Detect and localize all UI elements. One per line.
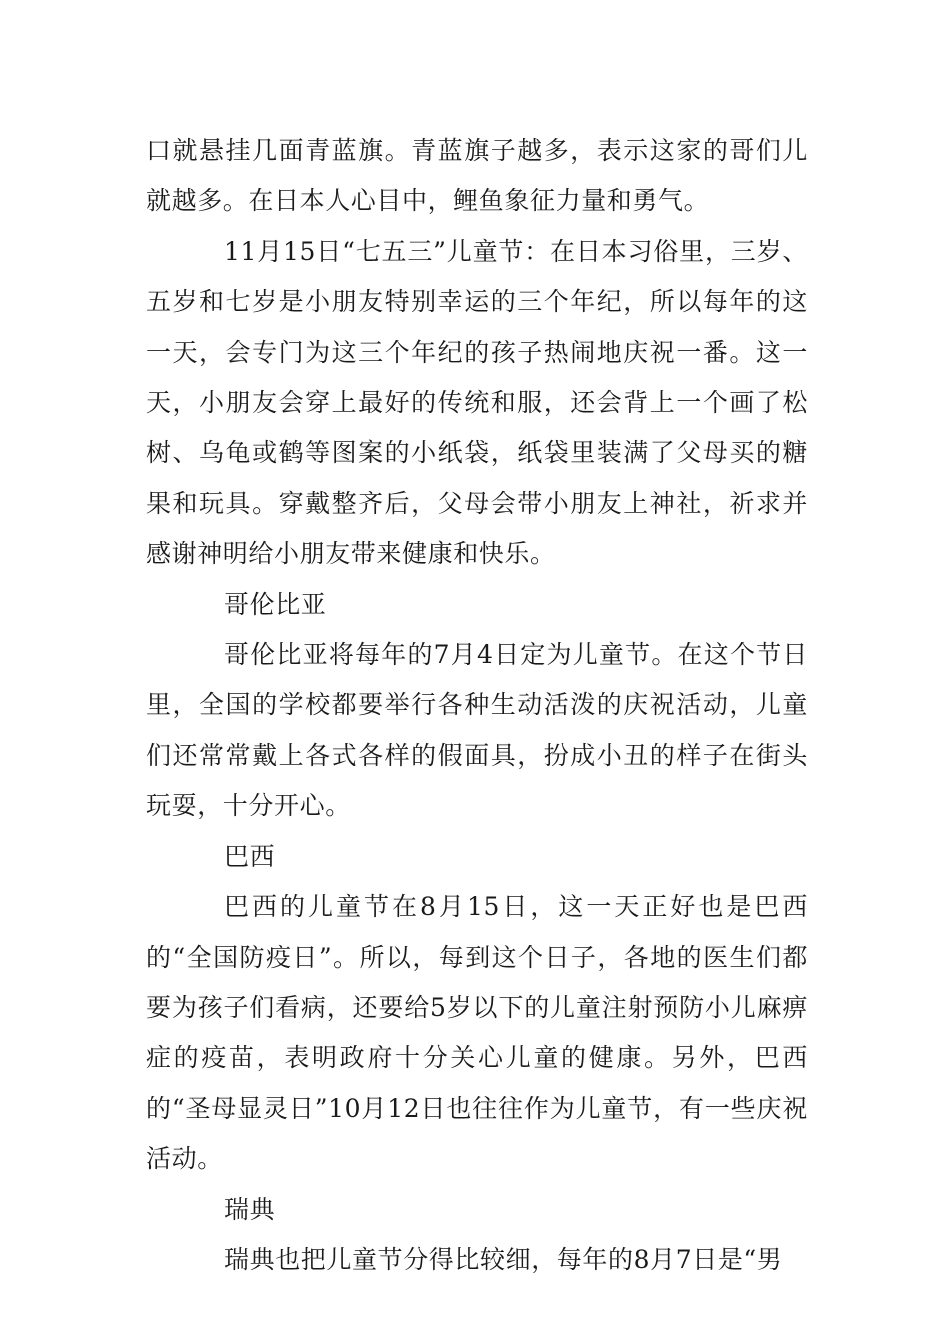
heading-colombia: 哥伦比亚	[224, 589, 327, 619]
heading-sweden: 瑞典	[224, 1194, 276, 1224]
heading-brazil: 巴西	[224, 841, 276, 871]
document-body	[146, 126, 808, 1285]
paragraph-japan-753: 11月15日“七五三”儿童节：在日本习俗里，三岁、五岁和七岁是小朋友特别幸运的三个年纪，所以每年的这一天，会专门为这三个年纪的孩子热闹地庆祝一番。这一天，小朋友会穿上最好的传统和服，还会背上一个画了松树、乌龟或鹤等图案的小纸袋，纸袋里装满了父母买的糖果和玩具。穿戴整齐后，父母会带小朋友上神社，祈求并感谢神明给小朋友带来健康和快乐。	[146, 236, 808, 569]
paragraph-brazil: 巴西的儿童节在8月15日，这一天正好也是巴西的“全国防疫日”。所以，每到这个日子，各地的医生们都要为孩子们看病，还要给5岁以下的儿童注射预防小儿麻痹症的疫苗，表明政府十分关心儿童的健康。另外，巴西的“圣母显灵日”10月12日也往往作为儿童节，有一些庆祝活动。	[146, 892, 808, 1174]
paragraph-carp-flags: 口就悬挂几面青蓝旗。青蓝旗子越多，表示这家的哥们儿就越多。在日本人心目中，鲤鱼象征力量和勇气。	[146, 136, 808, 216]
paragraph-colombia: 哥伦比亚将每年的7月4日定为儿童节。在这个节日里，全国的学校都要举行各种生动活泼的庆祝活动，儿童们还常常戴上各式各样的假面具，扮成小丑的样子在街头玩耍，十分开心。	[146, 640, 808, 821]
paragraph-sweden: 瑞典也把儿童节分得比较细，每年的8月7日是“男	[224, 1244, 783, 1274]
